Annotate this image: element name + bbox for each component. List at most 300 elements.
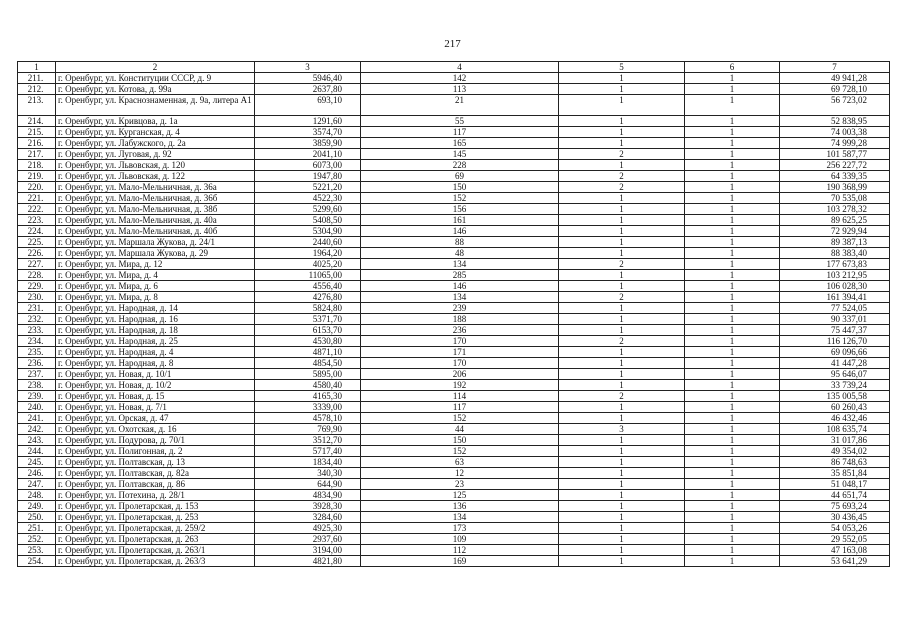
- column-6-cell: 1: [685, 325, 780, 336]
- column-6-cell: 1: [685, 138, 780, 149]
- row-number-cell: 251.: [18, 523, 56, 534]
- column-6-cell: 1: [685, 193, 780, 204]
- row-number-cell: 213.: [18, 95, 56, 116]
- address-cell: г. Оренбург, ул. Орская, д. 47: [56, 413, 255, 424]
- row-number-cell: 244.: [18, 446, 56, 457]
- table-row: [18, 347, 890, 358]
- column-5-cell: 1: [559, 347, 685, 358]
- row-number-cell: 230.: [18, 292, 56, 303]
- column-5-cell: 1: [559, 545, 685, 556]
- count-cell: 117: [361, 402, 559, 413]
- table-row: [18, 226, 890, 237]
- column-5-cell: 2: [559, 182, 685, 193]
- amount-cell: 33 739,24: [780, 380, 890, 391]
- amount-cell: 54 053,26: [780, 523, 890, 534]
- column-6-cell: 1: [685, 336, 780, 347]
- column-6-cell: 1: [685, 534, 780, 545]
- area-cell: 644,90: [255, 479, 361, 490]
- amount-cell: 190 368,99: [780, 182, 890, 193]
- amount-cell: 44 651,74: [780, 490, 890, 501]
- column-6-cell: 1: [685, 303, 780, 314]
- area-cell: 4871,10: [255, 347, 361, 358]
- area-cell: 3574,70: [255, 127, 361, 138]
- column-5-cell: 1: [559, 116, 685, 127]
- area-cell: 3339,00: [255, 402, 361, 413]
- amount-cell: 69 096,66: [780, 347, 890, 358]
- count-cell: 188: [361, 314, 559, 325]
- column-5-cell: 1: [559, 73, 685, 84]
- amount-cell: 116 126,70: [780, 336, 890, 347]
- row-number-cell: 226.: [18, 248, 56, 259]
- row-number-cell: 224.: [18, 226, 56, 237]
- count-cell: 206: [361, 369, 559, 380]
- column-5-cell: 1: [559, 523, 685, 534]
- table-row: [18, 358, 890, 369]
- column-5-cell: 2: [559, 171, 685, 182]
- address-cell: г. Оренбург, ул. Котова, д. 99а: [56, 84, 255, 95]
- column-6-cell: 1: [685, 204, 780, 215]
- count-cell: 152: [361, 446, 559, 457]
- area-cell: 4854,50: [255, 358, 361, 369]
- table-row: [18, 204, 890, 215]
- count-cell: 239: [361, 303, 559, 314]
- column-6-cell: 1: [685, 160, 780, 171]
- column-6-cell: 1: [685, 479, 780, 490]
- row-number-cell: 228.: [18, 270, 56, 281]
- column-6-cell: 1: [685, 490, 780, 501]
- amount-cell: 31 017,86: [780, 435, 890, 446]
- count-cell: 171: [361, 347, 559, 358]
- column-5-cell: 1: [559, 204, 685, 215]
- table-row: [18, 369, 890, 380]
- column-5-cell: 1: [559, 468, 685, 479]
- page-number: 217: [444, 38, 461, 50]
- column-5-cell: 1: [559, 435, 685, 446]
- address-cell: г. Оренбург, ул. Маршала Жукова, д. 29: [56, 248, 255, 259]
- table-row: [18, 457, 890, 468]
- column-5-cell: 1: [559, 479, 685, 490]
- amount-cell: 88 383,40: [780, 248, 890, 259]
- table-row: [18, 314, 890, 325]
- amount-cell: 69 728,10: [780, 84, 890, 95]
- area-cell: 5824,80: [255, 303, 361, 314]
- column-6-cell: 1: [685, 226, 780, 237]
- area-cell: 5304,90: [255, 226, 361, 237]
- column-5-cell: 1: [559, 303, 685, 314]
- row-number-cell: 223.: [18, 215, 56, 226]
- address-cell: г. Оренбург, ул. Луговая, д. 92: [56, 149, 255, 160]
- count-cell: 117: [361, 127, 559, 138]
- column-6-cell: 1: [685, 358, 780, 369]
- column-5-cell: 1: [559, 457, 685, 468]
- amount-cell: 95 646,07: [780, 369, 890, 380]
- table-row: [18, 116, 890, 127]
- address-cell: г. Оренбург, ул. Потехина, д. 28/1: [56, 490, 255, 501]
- address-cell: г. Оренбург, ул. Краснознаменная, д. 9а, литера А1: [56, 95, 255, 116]
- area-cell: 6153,70: [255, 325, 361, 336]
- address-cell: г. Оренбург, ул. Курганская, д. 4: [56, 127, 255, 138]
- area-cell: 4578,10: [255, 413, 361, 424]
- amount-cell: 86 748,63: [780, 457, 890, 468]
- address-cell: г. Оренбург, ул. Народная, д. 8: [56, 358, 255, 369]
- area-cell: 5299,60: [255, 204, 361, 215]
- column-6-cell: 1: [685, 95, 780, 116]
- column-6-cell: 1: [685, 127, 780, 138]
- column-5-cell: 1: [559, 270, 685, 281]
- address-cell: г. Оренбург, ул. Подурова, д. 70/1: [56, 435, 255, 446]
- column-6-cell: 1: [685, 270, 780, 281]
- table-row: [18, 336, 890, 347]
- row-number-cell: 250.: [18, 512, 56, 523]
- row-number-cell: 236.: [18, 358, 56, 369]
- count-cell: 192: [361, 380, 559, 391]
- address-cell: г. Оренбург, ул. Конституции СССР, д. 9: [56, 73, 255, 84]
- address-cell: г. Оренбург, ул. Полтавская, д. 82а: [56, 468, 255, 479]
- address-cell: г. Оренбург, ул. Охотская, д. 16: [56, 424, 255, 435]
- column-5-cell: 1: [559, 160, 685, 171]
- column-6-cell: 1: [685, 402, 780, 413]
- column-5-cell: 1: [559, 501, 685, 512]
- count-cell: 134: [361, 259, 559, 270]
- row-number-cell: 214.: [18, 116, 56, 127]
- column-6-cell: 1: [685, 369, 780, 380]
- column-5-cell: 2: [559, 336, 685, 347]
- amount-cell: 72 929,94: [780, 226, 890, 237]
- table-row: [18, 149, 890, 160]
- area-cell: 5946,40: [255, 73, 361, 84]
- table-row: [18, 380, 890, 391]
- amount-cell: 51 048,17: [780, 479, 890, 490]
- row-number-cell: 252.: [18, 534, 56, 545]
- area-cell: 5221,20: [255, 182, 361, 193]
- count-cell: 165: [361, 138, 559, 149]
- address-cell: г. Оренбург, ул. Мало-Мельничная, д. 38б: [56, 204, 255, 215]
- column-5-cell: 1: [559, 95, 685, 116]
- area-cell: 2937,60: [255, 534, 361, 545]
- amount-cell: 70 535,08: [780, 193, 890, 204]
- amount-cell: 135 005,58: [780, 391, 890, 402]
- column-5-cell: 1: [559, 84, 685, 95]
- area-cell: 2637,80: [255, 84, 361, 95]
- column-6-cell: 1: [685, 380, 780, 391]
- area-cell: 5717,40: [255, 446, 361, 457]
- row-number-cell: 218.: [18, 160, 56, 171]
- row-number-cell: 254.: [18, 556, 56, 567]
- column-5-cell: 1: [559, 138, 685, 149]
- amount-cell: 46 432,46: [780, 413, 890, 424]
- column-5-cell: 1: [559, 446, 685, 457]
- amount-cell: 103 212,95: [780, 270, 890, 281]
- address-cell: г. Оренбург, ул. Пролетарская, д. 263/3: [56, 556, 255, 567]
- amount-cell: 30 436,45: [780, 512, 890, 523]
- column-6-cell: 1: [685, 468, 780, 479]
- area-cell: 769,90: [255, 424, 361, 435]
- count-cell: 136: [361, 501, 559, 512]
- count-cell: 125: [361, 490, 559, 501]
- area-cell: 4834,90: [255, 490, 361, 501]
- address-cell: г. Оренбург, ул. Новая, д. 7/1: [56, 402, 255, 413]
- row-number-cell: 229.: [18, 281, 56, 292]
- column-5-cell: 1: [559, 193, 685, 204]
- row-number-cell: 246.: [18, 468, 56, 479]
- column-5-cell: 1: [559, 314, 685, 325]
- area-cell: 1964,20: [255, 248, 361, 259]
- amount-cell: 60 260,43: [780, 402, 890, 413]
- area-cell: 4821,80: [255, 556, 361, 567]
- table-row: [18, 534, 890, 545]
- area-cell: 4276,80: [255, 292, 361, 303]
- amount-cell: 64 339,35: [780, 171, 890, 182]
- amount-cell: 41 447,28: [780, 358, 890, 369]
- column-header-4: 4: [361, 62, 559, 73]
- table-row: [18, 171, 890, 182]
- column-6-cell: 1: [685, 413, 780, 424]
- count-cell: 156: [361, 204, 559, 215]
- count-cell: 112: [361, 545, 559, 556]
- amount-cell: 74 999,28: [780, 138, 890, 149]
- table-row: [18, 259, 890, 270]
- count-cell: 109: [361, 534, 559, 545]
- table-row: [18, 545, 890, 556]
- area-cell: 5408,50: [255, 215, 361, 226]
- area-cell: 2440,60: [255, 237, 361, 248]
- count-cell: 23: [361, 479, 559, 490]
- count-cell: 228: [361, 160, 559, 171]
- area-cell: 2041,10: [255, 149, 361, 160]
- table-row: [18, 479, 890, 490]
- count-cell: 48: [361, 248, 559, 259]
- count-cell: 12: [361, 468, 559, 479]
- table-row: [18, 281, 890, 292]
- row-number-cell: 241.: [18, 413, 56, 424]
- address-cell: г. Оренбург, ул. Новая, д. 10/2: [56, 380, 255, 391]
- count-cell: 88: [361, 237, 559, 248]
- count-cell: 44: [361, 424, 559, 435]
- area-cell: 4925,30: [255, 523, 361, 534]
- row-number-cell: 248.: [18, 490, 56, 501]
- table-row: [18, 237, 890, 248]
- column-header-5: 5: [559, 62, 685, 73]
- column-header-2: 2: [56, 62, 255, 73]
- area-cell: 340,30: [255, 468, 361, 479]
- table-row: [18, 84, 890, 95]
- row-number-cell: 253.: [18, 545, 56, 556]
- column-6-cell: 1: [685, 523, 780, 534]
- address-cell: г. Оренбург, ул. Мало-Мельничная, д. 40б: [56, 226, 255, 237]
- table-row: [18, 160, 890, 171]
- amount-cell: 161 394,41: [780, 292, 890, 303]
- column-5-cell: 1: [559, 215, 685, 226]
- address-cell: г. Оренбург, ул. Кривцова, д. 1а: [56, 116, 255, 127]
- area-cell: 3859,90: [255, 138, 361, 149]
- address-cell: г. Оренбург, ул. Полигонная, д. 2: [56, 446, 255, 457]
- count-cell: 114: [361, 391, 559, 402]
- area-cell: 4556,40: [255, 281, 361, 292]
- area-cell: 3512,70: [255, 435, 361, 446]
- address-cell: г. Оренбург, ул. Маршала Жукова, д. 24/1: [56, 237, 255, 248]
- table-row: [18, 402, 890, 413]
- column-6-cell: 1: [685, 84, 780, 95]
- count-cell: 21: [361, 95, 559, 116]
- row-number-cell: 225.: [18, 237, 56, 248]
- table-row: [18, 512, 890, 523]
- column-5-cell: 1: [559, 413, 685, 424]
- address-cell: г. Оренбург, ул. Мало-Мельничная, д. 36б: [56, 193, 255, 204]
- column-6-cell: 1: [685, 347, 780, 358]
- column-5-cell: 2: [559, 259, 685, 270]
- row-number-cell: 245.: [18, 457, 56, 468]
- table-row: [18, 490, 890, 501]
- column-6-cell: 1: [685, 73, 780, 84]
- amount-cell: 256 227,72: [780, 160, 890, 171]
- count-cell: 146: [361, 281, 559, 292]
- area-cell: 6073,00: [255, 160, 361, 171]
- column-5-cell: 1: [559, 512, 685, 523]
- register-table: [17, 61, 890, 567]
- address-cell: г. Оренбург, ул. Пролетарская, д. 253: [56, 512, 255, 523]
- address-cell: г. Оренбург, ул. Полтавская, д. 86: [56, 479, 255, 490]
- area-cell: 1834,40: [255, 457, 361, 468]
- amount-cell: 52 838,95: [780, 116, 890, 127]
- address-cell: г. Оренбург, ул. Народная, д. 18: [56, 325, 255, 336]
- address-cell: г. Оренбург, ул. Мало-Мельничная, д. 36а: [56, 182, 255, 193]
- row-number-cell: 247.: [18, 479, 56, 490]
- count-cell: 69: [361, 171, 559, 182]
- table-row: [18, 138, 890, 149]
- row-number-cell: 239.: [18, 391, 56, 402]
- address-cell: г. Оренбург, ул. Пролетарская, д. 259/2: [56, 523, 255, 534]
- row-number-cell: 212.: [18, 84, 56, 95]
- count-cell: 236: [361, 325, 559, 336]
- area-cell: 5371,70: [255, 314, 361, 325]
- column-6-cell: 1: [685, 237, 780, 248]
- column-6-cell: 1: [685, 116, 780, 127]
- row-number-cell: 242.: [18, 424, 56, 435]
- amount-cell: 35 851,84: [780, 468, 890, 479]
- count-cell: 145: [361, 149, 559, 160]
- area-cell: 693,10: [255, 95, 361, 116]
- column-5-cell: 1: [559, 534, 685, 545]
- table-body: [18, 73, 890, 567]
- address-cell: г. Оренбург, ул. Мира, д. 6: [56, 281, 255, 292]
- address-cell: г. Оренбург, ул. Пролетарская, д. 153: [56, 501, 255, 512]
- address-cell: г. Оренбург, ул. Мира, д. 8: [56, 292, 255, 303]
- area-cell: 1947,80: [255, 171, 361, 182]
- amount-cell: 47 163,08: [780, 545, 890, 556]
- column-5-cell: 1: [559, 237, 685, 248]
- count-cell: 134: [361, 512, 559, 523]
- address-cell: г. Оренбург, ул. Пролетарская, д. 263: [56, 534, 255, 545]
- register-table-container: [17, 61, 889, 567]
- table-row: [18, 435, 890, 446]
- address-cell: г. Оренбург, ул. Новая, д. 10/1: [56, 369, 255, 380]
- row-number-cell: 243.: [18, 435, 56, 446]
- column-5-cell: 2: [559, 292, 685, 303]
- area-cell: 4522,30: [255, 193, 361, 204]
- row-number-cell: 238.: [18, 380, 56, 391]
- column-5-cell: 1: [559, 380, 685, 391]
- column-6-cell: 1: [685, 391, 780, 402]
- address-cell: г. Оренбург, ул. Народная, д. 4: [56, 347, 255, 358]
- table-row: [18, 468, 890, 479]
- column-5-cell: 2: [559, 149, 685, 160]
- amount-cell: 89 625,25: [780, 215, 890, 226]
- column-5-cell: 1: [559, 325, 685, 336]
- amount-cell: 29 552,05: [780, 534, 890, 545]
- amount-cell: 49 354,02: [780, 446, 890, 457]
- address-cell: г. Оренбург, ул. Народная, д. 16: [56, 314, 255, 325]
- address-cell: г. Оренбург, ул. Львовская, д. 122: [56, 171, 255, 182]
- column-number-row: [18, 62, 890, 73]
- column-6-cell: 1: [685, 281, 780, 292]
- table-row: [18, 248, 890, 259]
- amount-cell: 75 447,37: [780, 325, 890, 336]
- count-cell: 170: [361, 336, 559, 347]
- column-header-7: 7: [780, 62, 890, 73]
- column-5-cell: 1: [559, 127, 685, 138]
- area-cell: 11065,00: [255, 270, 361, 281]
- area-cell: 3194,00: [255, 545, 361, 556]
- area-cell: 1291,60: [255, 116, 361, 127]
- address-cell: г. Оренбург, ул. Лабужского, д. 2а: [56, 138, 255, 149]
- amount-cell: 101 587,77: [780, 149, 890, 160]
- row-number-cell: 217.: [18, 149, 56, 160]
- column-header-3: 3: [255, 62, 361, 73]
- address-cell: г. Оренбург, ул. Народная, д. 25: [56, 336, 255, 347]
- column-5-cell: 2: [559, 391, 685, 402]
- row-number-cell: 234.: [18, 336, 56, 347]
- table-row: [18, 95, 890, 116]
- row-number-cell: 240.: [18, 402, 56, 413]
- area-cell: 4165,30: [255, 391, 361, 402]
- column-5-cell: 1: [559, 358, 685, 369]
- count-cell: 142: [361, 73, 559, 84]
- amount-cell: 103 278,32: [780, 204, 890, 215]
- table-row: [18, 501, 890, 512]
- table-row: [18, 424, 890, 435]
- row-number-cell: 232.: [18, 314, 56, 325]
- amount-cell: 89 387,13: [780, 237, 890, 248]
- amount-cell: 53 641,29: [780, 556, 890, 567]
- column-6-cell: 1: [685, 259, 780, 270]
- column-6-cell: 1: [685, 512, 780, 523]
- address-cell: г. Оренбург, ул. Пролетарская, д. 263/1: [56, 545, 255, 556]
- count-cell: 150: [361, 182, 559, 193]
- column-5-cell: 1: [559, 490, 685, 501]
- count-cell: 146: [361, 226, 559, 237]
- table-row: [18, 303, 890, 314]
- table-row: [18, 292, 890, 303]
- count-cell: 134: [361, 292, 559, 303]
- column-6-cell: 1: [685, 545, 780, 556]
- amount-cell: 90 337,01: [780, 314, 890, 325]
- address-cell: г. Оренбург, ул. Мира, д. 4: [56, 270, 255, 281]
- row-number-cell: 222.: [18, 204, 56, 215]
- count-cell: 152: [361, 193, 559, 204]
- column-5-cell: 1: [559, 248, 685, 259]
- count-cell: 152: [361, 413, 559, 424]
- column-6-cell: 1: [685, 215, 780, 226]
- column-6-cell: 1: [685, 314, 780, 325]
- table-row: [18, 193, 890, 204]
- address-cell: г. Оренбург, ул. Народная, д. 14: [56, 303, 255, 314]
- column-6-cell: 1: [685, 182, 780, 193]
- table-row: [18, 325, 890, 336]
- row-number-cell: 237.: [18, 369, 56, 380]
- column-5-cell: 1: [559, 556, 685, 567]
- area-cell: 3284,60: [255, 512, 361, 523]
- table-row: [18, 523, 890, 534]
